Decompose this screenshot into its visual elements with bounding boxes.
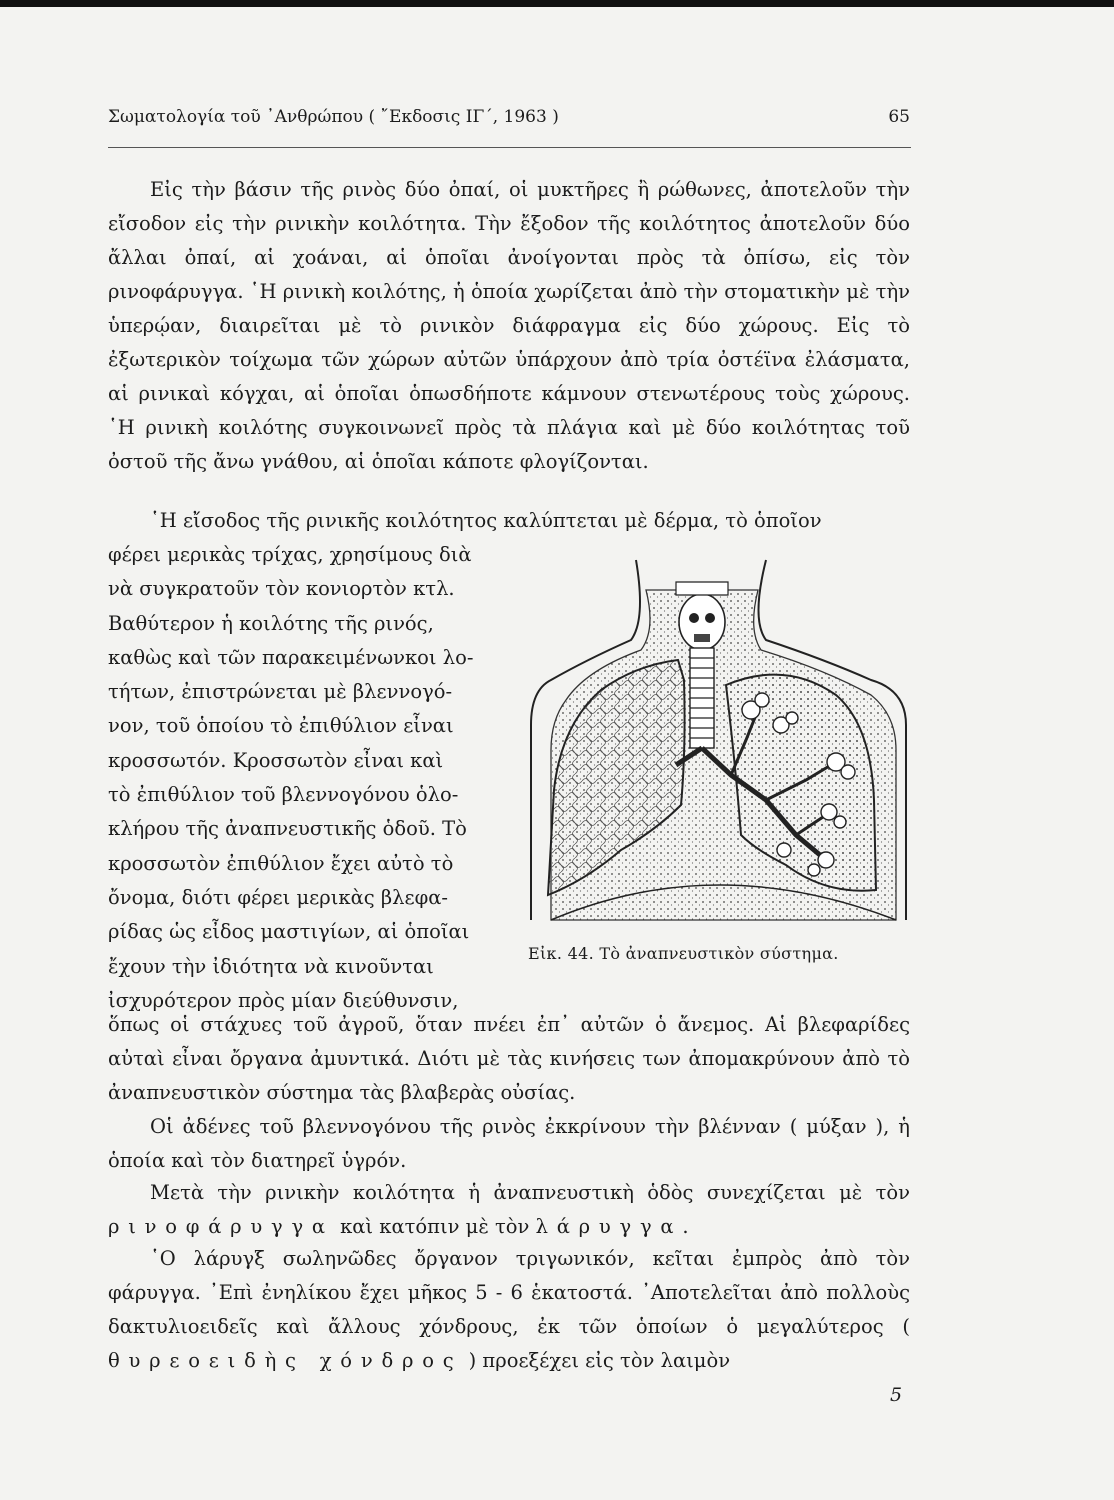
respiratory-system-illustration (526, 550, 911, 935)
column-line: τήτων, ἐπιστρώνεται μὲ βλεννογό- (108, 680, 453, 704)
column-line: ὄνομα, διότι φέρει μερικὰς βλεφα- (108, 885, 449, 909)
column-line: νὰ συγκρατοῦν τὸν κονιορτὸν κτλ. (108, 577, 455, 601)
paragraph-nasal-entrance-first-line: ῾Η εἴσοδος τῆς ρινικῆς κοιλότητος καλύπτεται μὲ δέρμα, τὸ ὁποῖον (150, 509, 822, 532)
paragraph-nasal-cavity: Εἰς τὴν βάσιν τῆς ρινὸς δύο ὀπαί, οἱ μυκτῆρες ἢ ρώθωνες, ἀποτελοῦν τὴν εἴσοδον εἰς τὴν ρινικὴν κοιλότητα. Τὴν ἔξοδον τῆς κοιλότητος ἀποτελοῦν δύο ἄλλαι ὀπαί, αἱ χοάναι, αἱ ὁποῖαι ἀνοίγονται πρὸς τὰ ὀπίσω, εἰς τὸν ρινοφάρυγγα. ῾Η ρινικὴ κοιλότης, ἡ ὁποία χωρίζεται ἀπὸ τὴν στοματικὴν μὲ τὴν ὑπερῴαν, διαιρεῖται μὲ τὸ ρινικὸν διάφραγμα εἰς δύο χώρους. Εἰς τὸ ἐξωτερικὸν τοίχωμα τῶν χώρων αὐτῶν ὑπάρχουν ἀπὸ τρία ὀστέϊνα ἐλάσματα, αἱ ρινικαὶ κόγχαι, αἱ ὁποῖαι ὁπωσδήποτε κάμνουν στενωτέρους τοὺς χώρους. ῾Η ρινικὴ κοιλότης συγκοινωνεῖ πρὸς τὰ πλάγια καὶ μὲ δύο κοιλότητας τοῦ ὀστοῦ τῆς ἄνω γνάθου, αἱ ὁποῖαι κάποτε φλογίζονται. (108, 178, 910, 473)
book-title: Σωματολογία τοῦ ᾿Ανθρώπου ( ῎Εκδοσις ΙΓ΄, 1963 ) (108, 107, 559, 127)
column-line: νον, τοῦ ὁποίου τὸ ἐπιθύλιον εἶναι (108, 714, 454, 738)
column-line: κροσσωτὸν ἐπιθύλιον ἔχει αὐτὸ τὸ (108, 851, 454, 875)
column-line: ρίδας ὡς εἶδος μαστιγίων, αἱ ὁποῖαι (108, 920, 470, 944)
column-line: κλήρου τῆς ἀναπνευστικῆς ὁδοῦ. Τὸ (108, 817, 467, 841)
column-line: κροσσωτόν. Κροσσωτὸν εἶναι καὶ (108, 748, 444, 772)
signature-mark: 5 (890, 1384, 903, 1406)
term-nasopharynx: ρινοφάρυγγα (108, 1215, 334, 1238)
term-larynx: λάρυγγα. (535, 1215, 698, 1238)
column-line: φέρει μερικὰς τρίχας, χρησίμους διὰ (108, 543, 472, 566)
header-rule (108, 147, 911, 148)
paragraph-mucus-glands: Οἱ ἀδένες τοῦ βλεννογόνου τῆς ρινὸς ἐκκρίνουν τὴν βλένναν ( μύξαν ), ἡ ὁποία καὶ τὸν διατηρεῖ ὑγρόν. (108, 1115, 910, 1172)
p6-text-c: ) προεξέχει εἰς τὸν λαιμὸν (468, 1349, 731, 1372)
p6-text-a: ῾Ο λάρυγξ σωληνῶδες ὄργανον τριγωνικόν, κεῖται ἐμπρὸς ἀπὸ τὸν φάρυγγα. ᾿Επὶ ἐνηλίκου ἔχει μῆκος 5 - 6 ἑκατοστά. ᾿Αποτελεῖται ἀπὸ πολλοὺς δακτυλιοειδεῖς καὶ ἄλλους χόνδρους, ἐκ τῶν ὁποίων ὁ μεγαλύτερος ( (108, 1247, 910, 1338)
column-line: ἔχουν τὴν ἰδιότητα νὰ κινοῦνται (108, 954, 434, 978)
column-line: Βαθύτερον ἡ κοιλότης τῆς ρινός, (108, 611, 434, 635)
p5-text-c: καὶ κατόπιν μὲ τὸν (340, 1215, 530, 1238)
column-line: τὸ ἐπιθύλιον τοῦ βλεννογόνου ὁλο- (108, 783, 459, 807)
top-edge-bar (0, 0, 1114, 7)
paragraph-nasopharynx (108, 1176, 910, 1244)
term-thyroid-cartilage: θυρεοειδὴς χόνδρος (108, 1349, 463, 1372)
paragraph-cilia: ὅπως οἱ στάχυες τοῦ ἀγροῦ, ὅταν πνέει ἐπ᾿ αὐτῶν ὁ ἄνεμος. Αἱ βλεφαρίδες αὐταὶ εἶναι ὄργανα ἀμυντικά. Διότι μὲ τὰς κινήσεις των ἀπομακρύνουν ἀπὸ τὸ ἀναπνευστικὸν σύστημα τὰς βλαβερὰς οὐσίας. (108, 1013, 910, 1104)
p5-text-a: Μετὰ τὴν ρινικὴν κοιλότητα ἡ ἀναπνευστικὴ ὁδὸς συνεχίζεται μὲ τὸν (150, 1181, 910, 1204)
column-line: καθὼς καὶ τῶν παρακειμένωνκοι λο- (108, 645, 474, 669)
page-number: 65 (888, 107, 910, 127)
column-line: ἰσχυρότερον πρὸς μίαν διεύθυνσιν, (108, 988, 459, 1012)
figure-caption: Εἰκ. 44. Τὸ ἀναπνευστικὸν σύστημα. (528, 944, 839, 963)
running-header (108, 104, 910, 130)
column-text (108, 538, 518, 1018)
paragraph-larynx (108, 1242, 910, 1378)
